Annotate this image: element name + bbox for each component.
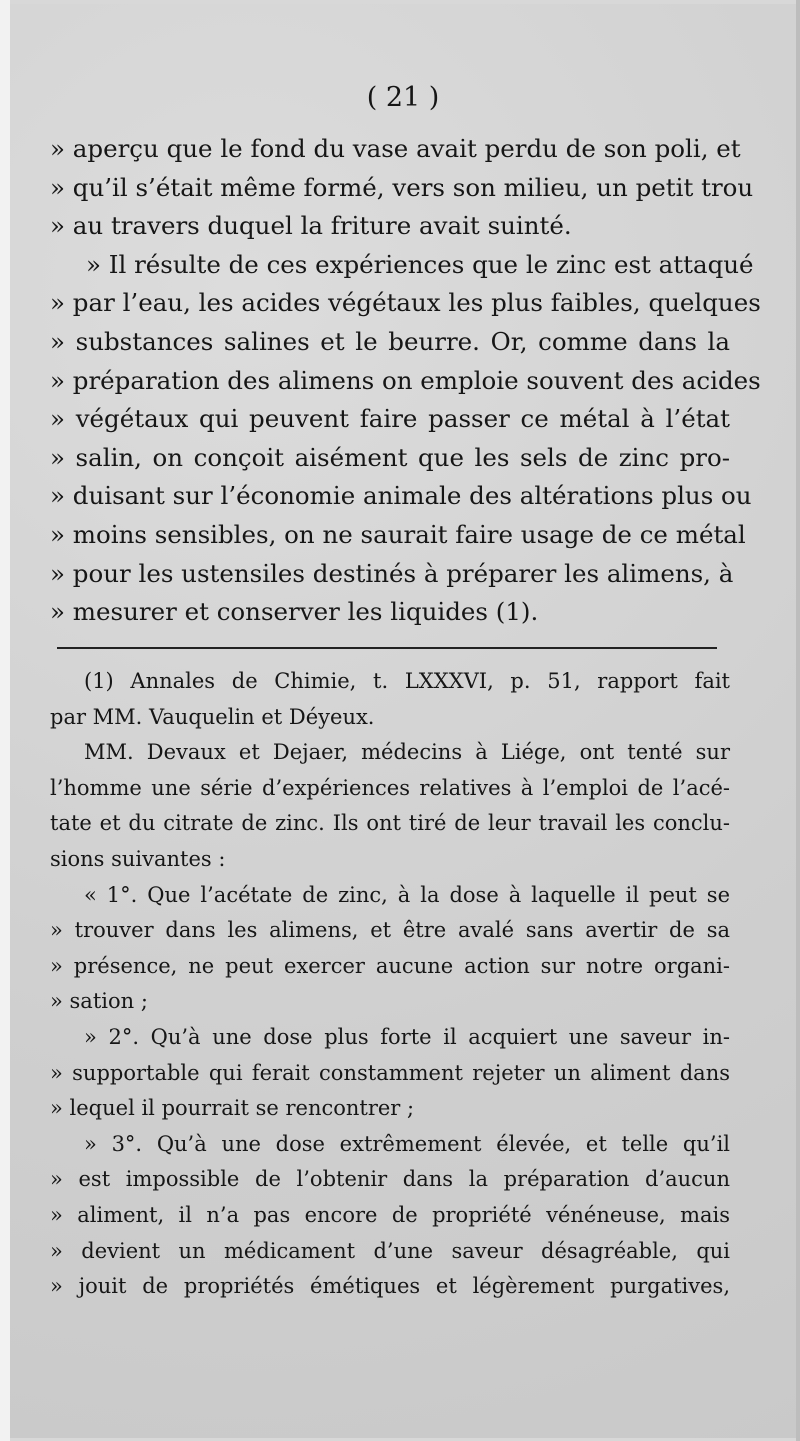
footnote-line: » jouit de propriétés émétiques et légèrement purgatives, [50,1274,730,1299]
footnote-line: l’homme une série d’expériences relatives à l’emploi de l’acé- [50,775,730,800]
main-text-block [50,130,761,632]
text-line: » préparation des alimens on emploie souvent des acides [50,365,761,395]
text-line: » qu’il s’était même formé, vers son milieu, un petit trou [50,172,754,202]
footnote-rule [57,647,717,649]
text-line: » aperçu que le fond du vase avait perdu de son poli, et [50,134,741,163]
footnote-line: » sation ; [50,989,148,1014]
footnote-line: » est impossible de l’obtenir dans la préparation d’aucun [50,1167,730,1192]
page-number: ( 21 ) [366,82,440,113]
footnote-line: par MM. Vauquelin et Déyeux. [50,704,375,729]
text-line: » mesurer et conserver les liquides (1). [50,597,539,627]
text-line: » moins sensibles, on ne saurait faire usage de ce métal [50,519,746,549]
footnote-line: » présence, ne peut exercer aucune action sur notre organi- [50,953,730,978]
footnote-line: MM. Devaux et Dejaer, médecins à Liége, ont tenté sur [84,740,730,765]
footnote-line: » 2°. Qu’à une dose plus forte il acquiert une saveur in- [84,1024,730,1049]
page-left-edge [0,0,10,1441]
footnote-line: » 3°. Qu’à une dose extrêmement élevée, et telle qu’il [84,1131,730,1156]
text-line: » par l’eau, les acides végétaux les plus faibles, quelques [50,288,761,318]
footnote-line: sions suivantes : [50,846,226,871]
footnote-line: » supportable qui ferait constamment rejeter un aliment dans [50,1060,730,1085]
footnote-line: » lequel il pourrait se rencontrer ; [50,1096,415,1121]
footnote-line: » trouver dans les alimens, et être avalé sans avertir de sa [50,918,730,943]
text-line: » végétaux qui peuvent faire passer ce métal à l’état [50,404,730,434]
text-line: » au travers duquel la friture avait suinté. [50,211,572,241]
footnote-line: tate et du citrate de zinc. Ils ont tiré de leur travail les conclu- [50,811,730,836]
footnote-line: » devient un médicament d’une saveur désagréable, qui [50,1238,730,1263]
footnote-block [50,664,730,1305]
text-line: » Il résulte de ces expériences que le zinc est attaqué [86,249,754,279]
text-line: » pour les ustensiles destinés à préparer les alimens, à [50,558,734,588]
footnote-line: » aliment, il n’a pas encore de propriété vénéneuse, mais [50,1202,730,1227]
text-line: » substances salines et le beurre. Or, comme dans la [50,326,730,356]
scanned-page [10,4,796,1438]
footnote-line: « 1°. Que l’acétate de zinc, à la dose à laquelle il peut se [84,882,730,907]
text-line: » duisant sur l’économie animale des altérations plus ou [50,481,752,511]
page-right-edge [796,0,800,1441]
footnote-line: (1) Annales de Chimie, t. LXXXVI, p. 51, rapport fait [84,669,730,693]
text-line: » salin, on conçoit aisément que les sels de zinc pro- [50,442,730,472]
